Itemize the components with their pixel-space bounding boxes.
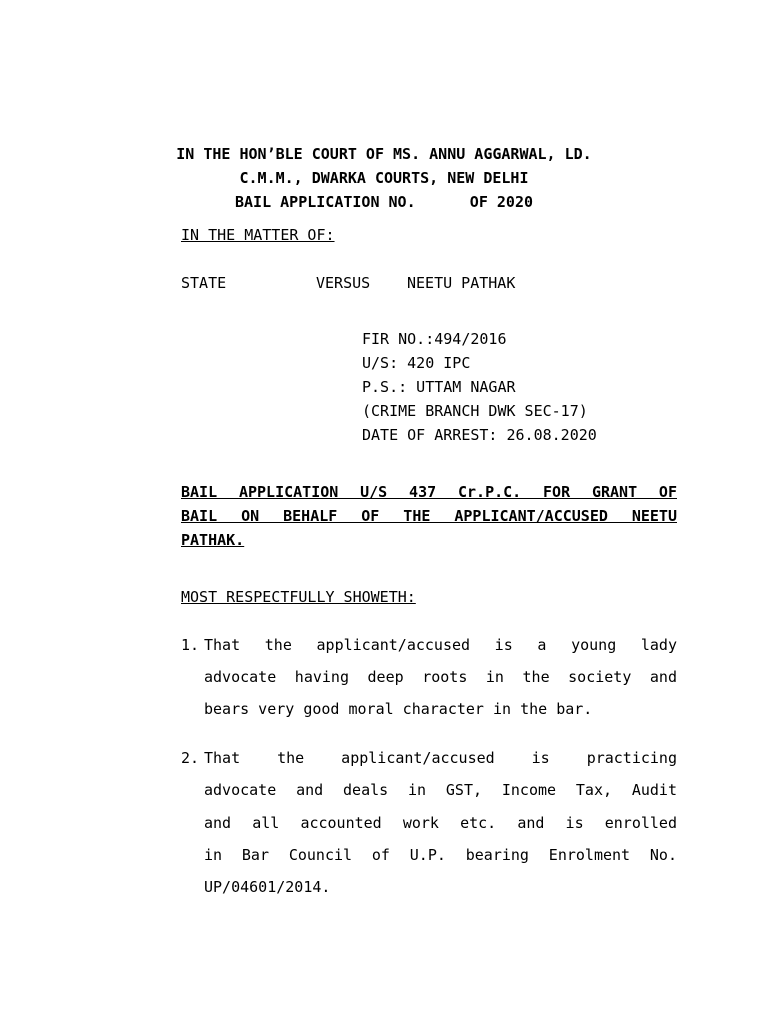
paragraph-line: in Bar Council of U.P. bearing Enrolment No. [204, 846, 677, 864]
paragraph-line: advocate and deals in GST, Income Tax, Audit [204, 781, 677, 799]
paragraph-line: That the applicant/accused is practicing [204, 749, 677, 767]
crime-branch: (CRIME BRANCH DWK SEC-17) [362, 402, 588, 420]
paragraph-line: bears very good moral character in the bar. [204, 700, 593, 718]
party-accused: NEETU PATHAK [407, 274, 516, 292]
paragraph-number: 2. [181, 749, 200, 767]
court-heading-line-2: C.M.M., DWARKA COURTS, NEW DELHI [239, 169, 529, 187]
party-state: STATE [181, 274, 227, 292]
subject-line-3: PATHAK. [181, 531, 245, 549]
application-number-line: BAIL APPLICATION NO. OF 2020 [234, 193, 533, 211]
date-of-arrest: DATE OF ARREST: 26.08.2020 [362, 426, 597, 444]
under-section: U/S: 420 IPC [362, 354, 471, 372]
subject-line-1: BAIL APPLICATION U/S 437 Cr.P.C. FOR GRANT OF [181, 483, 677, 501]
fir-number: FIR NO.:494/2016 [362, 330, 507, 348]
police-station: P.S.: UTTAM NAGAR [362, 378, 516, 396]
court-heading-line-1: IN THE HON’BLE COURT OF MS. ANNU AGGARWAL, LD. [176, 145, 592, 163]
paragraph-line: advocate having deep roots in the society and [204, 668, 677, 686]
paragraph-line: That the applicant/accused is a young lady [204, 636, 677, 654]
matter-label: IN THE MATTER OF: [181, 226, 335, 244]
paragraph-line: and all accounted work etc. and is enrolled [204, 814, 677, 832]
subject-line-2: BAIL ON BEHALF OF THE APPLICANT/ACCUSED NEETU [181, 507, 677, 525]
showeth-heading: MOST RESPECTFULLY SHOWETH: [181, 588, 416, 606]
paragraph-number: 1. [181, 636, 200, 654]
paragraph-line: UP/04601/2014. [204, 878, 331, 896]
party-versus: VERSUS [316, 274, 371, 292]
